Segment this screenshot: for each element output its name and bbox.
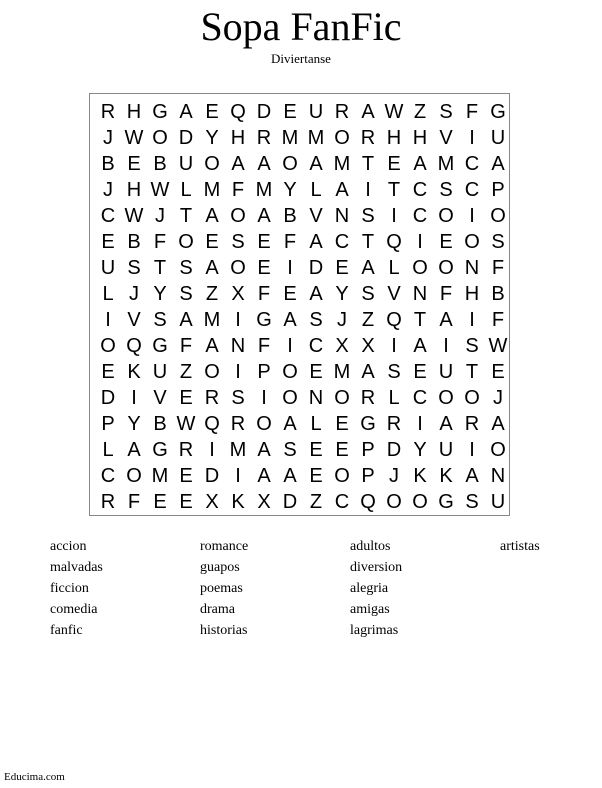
grid-letter[interactable]: L — [180, 179, 192, 201]
grid-letter[interactable]: H — [464, 283, 480, 305]
grid-letter[interactable]: O — [230, 205, 246, 227]
grid-letter[interactable]: A — [491, 153, 505, 175]
grid-letter[interactable]: O — [386, 491, 402, 513]
word-item: historias — [200, 623, 248, 638]
grid-letter[interactable]: E — [179, 491, 193, 513]
grid-letter[interactable]: O — [230, 257, 246, 279]
grid-letter[interactable]: C — [308, 335, 324, 357]
grid-letter[interactable]: I — [235, 309, 241, 331]
word-column — [500, 536, 540, 557]
grid-letter[interactable]: S — [465, 491, 479, 513]
word-item: diversion — [350, 560, 403, 575]
grid-letter[interactable]: B — [283, 205, 297, 227]
grid-letter[interactable]: K — [231, 491, 245, 513]
grid-letter[interactable]: W — [124, 127, 144, 149]
grid-letter[interactable]: O — [204, 361, 220, 383]
grid-letter[interactable]: D — [386, 439, 402, 461]
grid-letter[interactable]: H — [386, 127, 402, 149]
grid-row — [95, 437, 511, 463]
grid-letter[interactable]: Y — [127, 413, 141, 435]
grid-letter[interactable]: F — [439, 283, 453, 305]
grid-letter[interactable]: A — [335, 179, 349, 201]
grid-letter[interactable]: F — [127, 491, 141, 513]
grid-letter[interactable]: Y — [205, 127, 219, 149]
grid-letter[interactable]: M — [333, 153, 351, 175]
grid-letter[interactable]: M — [151, 465, 169, 487]
grid-letter[interactable]: O — [438, 257, 454, 279]
grid-letter[interactable]: P — [257, 361, 271, 383]
grid-letter[interactable]: M — [203, 179, 221, 201]
word-item: adultos — [350, 539, 391, 554]
grid-letter[interactable]: W — [176, 413, 196, 435]
word-item: drama — [200, 602, 235, 617]
grid-letter[interactable]: T — [361, 231, 375, 253]
grid-letter[interactable]: A — [205, 205, 219, 227]
grid-letter[interactable]: O — [438, 387, 454, 409]
grid-row — [95, 177, 511, 203]
grid-letter[interactable]: K — [439, 465, 453, 487]
grid-letter[interactable]: O — [204, 153, 220, 175]
grid-letter[interactable]: H — [230, 127, 246, 149]
grid-letter[interactable]: C — [334, 231, 350, 253]
grid-letter[interactable]: I — [105, 309, 111, 331]
grid-letter[interactable]: N — [490, 465, 506, 487]
grid-letter[interactable]: A — [439, 413, 453, 435]
grid-letter[interactable]: O — [334, 127, 350, 149]
grid-letter[interactable]: N — [334, 205, 350, 227]
grid-letter[interactable]: J — [103, 179, 113, 201]
grid-letter[interactable]: B — [153, 153, 167, 175]
grid-letter[interactable]: O — [490, 439, 506, 461]
grid-letter[interactable]: V — [153, 387, 167, 409]
grid-letter[interactable]: A — [465, 465, 479, 487]
grid-letter[interactable]: Z — [309, 491, 323, 513]
grid-letter[interactable]: J — [103, 127, 113, 149]
grid-letter[interactable]: U — [152, 361, 168, 383]
grid-letter[interactable]: D — [308, 257, 324, 279]
grid-letter[interactable]: J — [155, 205, 165, 227]
grid-letter[interactable]: J — [129, 283, 139, 305]
grid-letter[interactable]: L — [102, 283, 114, 305]
grid-letter[interactable]: E — [309, 439, 323, 461]
grid-letter[interactable]: I — [287, 335, 293, 357]
word-list — [50, 536, 602, 646]
grid-letter[interactable]: R — [464, 413, 480, 435]
grid-letter[interactable]: R — [100, 491, 116, 513]
grid-row — [95, 333, 511, 359]
grid-letter[interactable]: C — [464, 179, 480, 201]
grid-letter[interactable]: T — [413, 309, 427, 331]
grid-letter[interactable]: I — [469, 127, 475, 149]
grid-letter[interactable]: E — [205, 231, 219, 253]
grid-row — [95, 125, 511, 151]
word-item: alegria — [350, 581, 389, 596]
grid-letter[interactable]: Q — [204, 413, 220, 435]
grid-letter[interactable]: V — [127, 309, 141, 331]
grid-letter[interactable]: E — [413, 361, 427, 383]
grid-letter[interactable]: Q — [230, 101, 246, 123]
grid-letter[interactable]: Y — [283, 179, 297, 201]
grid-letter[interactable]: E — [335, 257, 349, 279]
grid-letter[interactable]: S — [439, 101, 453, 123]
grid-letter[interactable]: S — [361, 283, 375, 305]
grid-letter[interactable]: X — [257, 491, 271, 513]
grid-row — [95, 99, 511, 125]
grid-letter[interactable]: O — [126, 465, 142, 487]
grid-letter[interactable]: K — [413, 465, 427, 487]
grid-letter[interactable]: F — [231, 179, 245, 201]
grid-letter[interactable]: S — [231, 387, 245, 409]
word-item: fanfic — [50, 623, 83, 638]
grid-letter[interactable]: M — [255, 179, 273, 201]
grid-letter[interactable]: U — [100, 257, 116, 279]
grid-letter[interactable]: G — [152, 439, 168, 461]
grid-letter[interactable]: M — [229, 439, 247, 461]
grid-letter[interactable]: T — [153, 257, 167, 279]
grid-letter[interactable]: R — [256, 127, 272, 149]
grid-letter[interactable]: O — [282, 387, 298, 409]
grid-letter[interactable]: C — [464, 153, 480, 175]
grid-letter[interactable]: S — [283, 439, 297, 461]
grid-letter[interactable]: O — [412, 491, 428, 513]
grid-letter[interactable]: E — [283, 101, 297, 123]
puzzle-title: Sopa FanFic — [200, 4, 402, 49]
grid-letter[interactable]: X — [335, 335, 349, 357]
grid-letter[interactable]: E — [179, 465, 193, 487]
letter-grid — [89, 93, 510, 516]
word-column — [200, 536, 248, 641]
grid-letter[interactable]: A — [361, 257, 375, 279]
grid-letter[interactable]: I — [365, 179, 371, 201]
grid-letter[interactable]: K — [127, 361, 141, 383]
grid-letter[interactable]: O — [464, 231, 480, 253]
grid-letter[interactable]: R — [334, 101, 350, 123]
grid-letter[interactable]: Z — [413, 101, 427, 123]
grid-row — [95, 255, 511, 281]
grid-letter[interactable]: S — [153, 309, 167, 331]
grid-letter[interactable]: I — [443, 335, 449, 357]
grid-letter[interactable]: L — [102, 439, 114, 461]
grid-letter[interactable]: B — [491, 283, 505, 305]
grid-letter[interactable]: F — [257, 283, 271, 305]
word-item: romance — [200, 539, 249, 554]
grid-letter[interactable]: N — [412, 283, 428, 305]
grid-letter[interactable]: S — [491, 231, 505, 253]
grid-letter[interactable]: I — [261, 387, 267, 409]
grid-letter[interactable]: O — [334, 465, 350, 487]
grid-letter[interactable]: E — [309, 361, 323, 383]
grid-letter[interactable]: Q — [386, 309, 402, 331]
grid-letter[interactable]: M — [307, 127, 325, 149]
grid-letter[interactable]: U — [308, 101, 324, 123]
word-item: comedia — [50, 602, 98, 617]
grid-letter[interactable]: X — [231, 283, 245, 305]
grid-letter[interactable]: E — [283, 283, 297, 305]
grid-letter[interactable]: I — [391, 205, 397, 227]
grid-letter[interactable]: F — [491, 257, 505, 279]
letter-grid-rows — [95, 99, 511, 515]
grid-letter[interactable]: R — [230, 413, 246, 435]
grid-letter[interactable]: G — [256, 309, 272, 331]
grid-letter[interactable]: E — [153, 491, 167, 513]
grid-letter[interactable]: U — [178, 153, 194, 175]
word-item: accion — [50, 539, 87, 554]
word-column — [50, 536, 103, 641]
grid-letter[interactable]: D — [178, 127, 194, 149]
grid-letter[interactable]: A — [257, 153, 271, 175]
word-item: lagrimas — [350, 623, 399, 638]
grid-letter[interactable]: M — [203, 309, 221, 331]
grid-letter[interactable]: L — [388, 257, 400, 279]
grid-letter[interactable]: E — [309, 465, 323, 487]
word-column — [350, 536, 402, 641]
grid-letter[interactable]: J — [389, 465, 399, 487]
grid-letter[interactable]: A — [361, 101, 375, 123]
grid-letter[interactable]: D — [282, 491, 298, 513]
grid-letter[interactable]: V — [387, 283, 401, 305]
grid-letter[interactable]: V — [309, 205, 323, 227]
grid-letter[interactable]: E — [439, 231, 453, 253]
grid-letter[interactable]: G — [152, 101, 168, 123]
grid-letter[interactable]: E — [101, 361, 115, 383]
grid-letter[interactable]: X — [205, 491, 219, 513]
grid-letter[interactable]: I — [235, 361, 241, 383]
grid-row — [95, 281, 511, 307]
word-item: guapos — [200, 560, 240, 575]
grid-letter[interactable]: N — [230, 335, 246, 357]
grid-letter[interactable]: Y — [335, 283, 349, 305]
grid-letter[interactable]: S — [465, 335, 479, 357]
grid-letter[interactable]: Q — [360, 491, 376, 513]
grid-letter[interactable]: V — [439, 127, 453, 149]
grid-letter[interactable]: G — [360, 413, 376, 435]
grid-letter[interactable]: H — [126, 101, 142, 123]
grid-row — [95, 151, 511, 177]
grid-letter[interactable]: R — [178, 439, 194, 461]
grid-row — [95, 385, 511, 411]
grid-letter[interactable]: O — [282, 153, 298, 175]
grid-letter[interactable]: C — [412, 205, 428, 227]
grid-letter[interactable]: Y — [413, 439, 427, 461]
grid-letter[interactable]: W — [384, 101, 404, 123]
grid-letter[interactable]: G — [490, 101, 506, 123]
grid-letter[interactable]: S — [439, 179, 453, 201]
grid-letter[interactable]: L — [310, 413, 322, 435]
grid-letter[interactable]: H — [126, 179, 142, 201]
grid-letter[interactable]: B — [101, 153, 115, 175]
word-item: malvadas — [50, 560, 103, 575]
grid-letter[interactable]: S — [361, 205, 375, 227]
grid-letter[interactable]: O — [438, 205, 454, 227]
grid-letter[interactable]: A — [439, 309, 453, 331]
grid-letter[interactable]: Y — [153, 283, 167, 305]
word-item: artistas — [500, 539, 540, 554]
grid-letter[interactable]: A — [309, 283, 323, 305]
grid-letter[interactable]: E — [257, 257, 271, 279]
grid-letter[interactable]: S — [179, 283, 193, 305]
grid-letter[interactable]: F — [283, 231, 297, 253]
grid-letter[interactable]: Z — [361, 309, 375, 331]
grid-letter[interactable]: I — [469, 205, 475, 227]
grid-letter[interactable]: C — [334, 491, 350, 513]
grid-letter[interactable]: A — [179, 309, 193, 331]
grid-letter[interactable]: O — [464, 387, 480, 409]
grid-letter[interactable]: O — [256, 413, 272, 435]
grid-letter[interactable]: G — [152, 335, 168, 357]
grid-letter[interactable]: P — [361, 439, 375, 461]
grid-letter[interactable]: N — [308, 387, 324, 409]
grid-letter[interactable]: T — [387, 179, 401, 201]
grid-letter[interactable]: M — [281, 127, 299, 149]
grid-letter[interactable]: U — [490, 127, 506, 149]
grid-letter[interactable]: I — [131, 387, 137, 409]
grid-letter[interactable]: H — [412, 127, 428, 149]
grid-letter[interactable]: S — [387, 361, 401, 383]
grid-letter[interactable]: O — [178, 231, 194, 253]
grid-letter[interactable]: F — [153, 231, 167, 253]
grid-letter[interactable]: X — [361, 335, 375, 357]
grid-letter[interactable]: U — [490, 491, 506, 513]
grid-letter[interactable]: P — [491, 179, 505, 201]
grid-letter[interactable]: S — [127, 257, 141, 279]
grid-letter[interactable]: A — [257, 205, 271, 227]
grid-letter[interactable]: I — [235, 465, 241, 487]
grid-letter[interactable]: J — [337, 309, 347, 331]
grid-letter[interactable]: R — [360, 127, 376, 149]
grid-letter[interactable]: A — [491, 413, 505, 435]
grid-letter[interactable]: D — [256, 101, 272, 123]
grid-letter[interactable]: D — [100, 387, 116, 409]
grid-letter[interactable]: E — [491, 361, 505, 383]
grid-letter[interactable]: E — [127, 153, 141, 175]
grid-letter[interactable]: W — [488, 335, 508, 357]
grid-letter[interactable]: I — [209, 439, 215, 461]
grid-letter[interactable]: Z — [205, 283, 219, 305]
grid-letter[interactable]: M — [333, 361, 351, 383]
grid-row — [95, 463, 511, 489]
grid-letter[interactable]: A — [283, 413, 297, 435]
grid-letter[interactable]: R — [360, 387, 376, 409]
grid-letter[interactable]: A — [127, 439, 141, 461]
grid-letter[interactable]: A — [179, 101, 193, 123]
grid-letter[interactable]: A — [413, 153, 427, 175]
grid-letter[interactable]: C — [412, 387, 428, 409]
grid-letter[interactable]: F — [465, 101, 479, 123]
grid-letter[interactable]: C — [100, 205, 116, 227]
grid-letter[interactable]: A — [257, 465, 271, 487]
grid-letter[interactable]: A — [283, 309, 297, 331]
grid-letter[interactable]: B — [127, 231, 141, 253]
grid-letter[interactable]: I — [287, 257, 293, 279]
grid-letter[interactable]: I — [469, 309, 475, 331]
grid-letter[interactable]: J — [493, 387, 503, 409]
grid-letter[interactable]: I — [391, 335, 397, 357]
grid-letter[interactable]: B — [153, 413, 167, 435]
grid-letter[interactable]: A — [205, 335, 219, 357]
grid-letter[interactable]: E — [387, 153, 401, 175]
grid-letter[interactable]: L — [388, 387, 400, 409]
grid-letter[interactable]: O — [334, 387, 350, 409]
grid-letter[interactable]: R — [204, 387, 220, 409]
grid-letter[interactable]: A — [361, 361, 375, 383]
grid-letter[interactable]: E — [205, 101, 219, 123]
grid-letter[interactable]: E — [257, 231, 271, 253]
grid-letter[interactable]: A — [413, 335, 427, 357]
grid-letter[interactable]: E — [335, 439, 349, 461]
grid-letter[interactable]: A — [257, 439, 271, 461]
grid-letter[interactable]: P — [101, 413, 115, 435]
puzzle-subtitle: Diviertanse — [271, 51, 331, 66]
grid-letter[interactable]: S — [309, 309, 323, 331]
grid-letter[interactable]: F — [257, 335, 271, 357]
grid-letter[interactable]: D — [204, 465, 220, 487]
grid-letter[interactable]: L — [310, 179, 322, 201]
grid-letter[interactable]: E — [335, 413, 349, 435]
grid-row — [95, 411, 511, 437]
grid-row — [95, 229, 511, 255]
grid-row — [95, 359, 511, 385]
grid-letter[interactable]: U — [438, 439, 454, 461]
grid-letter[interactable]: A — [309, 153, 323, 175]
grid-letter[interactable]: C — [412, 179, 428, 201]
word-item: amigas — [350, 602, 390, 617]
grid-letter[interactable]: R — [386, 413, 402, 435]
grid-letter[interactable]: P — [361, 465, 375, 487]
grid-row — [95, 489, 511, 515]
grid-letter[interactable]: I — [469, 439, 475, 461]
grid-letter[interactable]: T — [179, 205, 193, 227]
grid-letter[interactable]: S — [179, 257, 193, 279]
grid-letter[interactable]: N — [464, 257, 480, 279]
grid-letter[interactable]: S — [231, 231, 245, 253]
word-item: poemas — [200, 581, 243, 596]
grid-letter[interactable]: A — [283, 465, 297, 487]
grid-letter[interactable]: U — [438, 361, 454, 383]
grid-letter[interactable]: I — [417, 231, 423, 253]
footer-source: Educima.com — [4, 771, 65, 783]
grid-letter[interactable]: A — [205, 257, 219, 279]
grid-letter[interactable]: O — [412, 257, 428, 279]
grid-letter[interactable]: A — [231, 153, 245, 175]
grid-letter[interactable]: C — [100, 465, 116, 487]
grid-row — [95, 307, 511, 333]
grid-letter[interactable]: T — [361, 153, 375, 175]
grid-letter[interactable]: Q — [386, 231, 402, 253]
grid-row — [95, 203, 511, 229]
grid-letter[interactable]: O — [100, 335, 116, 357]
grid-letter[interactable]: F — [491, 309, 505, 331]
grid-letter[interactable]: E — [101, 231, 115, 253]
grid-letter[interactable]: O — [152, 127, 168, 149]
grid-letter[interactable]: A — [309, 231, 323, 253]
grid-letter[interactable]: M — [437, 153, 455, 175]
grid-letter[interactable]: O — [282, 361, 298, 383]
grid-letter[interactable]: I — [417, 413, 423, 435]
grid-letter[interactable]: W — [124, 205, 144, 227]
grid-letter[interactable]: Z — [179, 361, 193, 383]
word-item: ficcion — [50, 581, 89, 596]
grid-letter[interactable]: T — [465, 361, 479, 383]
grid-letter[interactable]: E — [179, 387, 193, 409]
grid-letter[interactable]: O — [490, 205, 506, 227]
grid-letter[interactable]: W — [150, 179, 170, 201]
grid-letter[interactable]: G — [438, 491, 454, 513]
grid-letter[interactable]: R — [100, 101, 116, 123]
grid-letter[interactable]: F — [179, 335, 193, 357]
grid-letter[interactable]: Q — [126, 335, 142, 357]
